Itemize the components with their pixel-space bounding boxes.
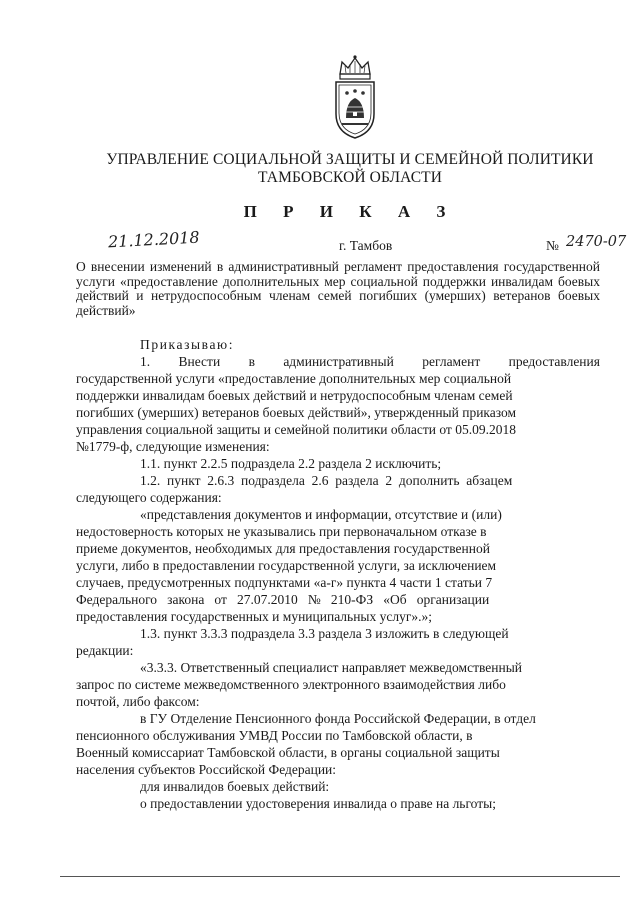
paragraph-1-line-3: поддержки инвалидам боевых действий и нетрудоспособным членам семей	[76, 388, 513, 403]
quote-1-line-6: Федерального закона от 27.07.2010 № 210-ФЗ «Об организации	[76, 592, 490, 607]
tambov-coat-of-arms-icon	[330, 52, 380, 142]
handwritten-order-number: 2470-07	[566, 234, 627, 250]
quote-2-line-2: запрос по системе межведомственного электронного взаимодействия либо	[76, 677, 506, 692]
city-name: г. Тамбов	[339, 238, 393, 253]
quote-2-line-3: почтой, либо факсом:	[76, 694, 200, 709]
document-subject: О внесении изменений в административный регламент предоставления государственной услуги «предоставление дополнительных мер социальной поддержки инвалидам боевых действий и нетрудоспособным членам семей погибших (умерших) ветеранов боевых действий»	[76, 259, 600, 318]
document-type-title: П Р И К А З	[243, 202, 457, 221]
paragraph-1-3-line-2: редакции:	[76, 643, 134, 658]
quote-1-line-4: услуги, либо в предоставлении государственной услуги, за исключением	[76, 558, 497, 573]
number-prefix: №	[546, 238, 559, 253]
quote-1-line-3: приеме документов, необходимых для предоставления государственной	[76, 541, 490, 556]
paragraph-1-line-6: №1779-ф, следующие изменения:	[76, 439, 270, 454]
paragraph-1-1: 1.1. пункт 2.2.5 подраздела 2.2 раздела 2 исключить;	[140, 456, 442, 471]
paragraph-1-2-line-1: 1.2. пункт 2.6.3 подраздела 2.6 раздела 2 дополнить абзацем	[140, 473, 513, 488]
quote-1-line-1: «представления документов и информации, отсутствие и (или)	[140, 507, 502, 522]
order-word: Приказываю:	[140, 337, 235, 352]
quote-4: для инвалидов боевых действий:	[140, 779, 330, 794]
paragraph-1-line-1: 1. Внести в административный регламент предоставления	[140, 354, 600, 369]
quote-1-line-2: недостоверность которых не указывались при первоначальном отказе в	[76, 524, 487, 539]
paragraph-1-2-line-2: следующего содержания:	[76, 490, 222, 505]
handwritten-date: 21.12.2018	[107, 227, 201, 252]
quote-1-line-7: предоставления государственных и муниципальных услуг».»;	[76, 609, 433, 624]
paragraph-1-line-4: погибших (умерших) ветеранов боевых действий», утвержденный приказом	[76, 405, 517, 420]
quote-3-line-4: населения субъектов Российской Федерации:	[76, 762, 337, 777]
paragraph-1-line-5: управления социальной защиты и семейной политики области от 05.09.2018	[76, 422, 516, 437]
paragraph-1-line-2: государственной услуги «предоставление дополнительных мер социальной	[76, 371, 512, 386]
quote-2-line-1: «3.3.3. Ответственный специалист направляет межведомственный	[140, 660, 523, 675]
quote-3-line-1: в ГУ Отделение Пенсионного фонда Российской Федерации, в отдел	[140, 711, 536, 726]
quote-3-line-2: пенсионного обслуживания УМВД России по Тамбовской области, в	[76, 728, 473, 743]
organization-name-line1: УПРАВЛЕНИЕ СОЦИАЛЬНОЙ ЗАЩИТЫ И СЕМЕЙНОЙ ПОЛИТИКИ	[106, 151, 594, 168]
paragraph-1-3-line-1: 1.3. пункт 3.3.3 подраздела 3.3 раздела 3 изложить в следующей	[140, 626, 509, 641]
quote-3-line-3: Военный комиссариат Тамбовской области, в органы социальной защиты	[76, 745, 500, 760]
quote-5: о предоставлении удостоверения инвалида о праве на льготы;	[140, 796, 496, 811]
page-bottom-edge	[60, 876, 620, 877]
organization-name-line2: ТАМБОВСКОЙ ОБЛАСТИ	[258, 169, 442, 186]
quote-1-line-5: случаев, предусмотренных подпунктами «а-г» пункта 4 части 1 статьи 7	[76, 575, 493, 590]
